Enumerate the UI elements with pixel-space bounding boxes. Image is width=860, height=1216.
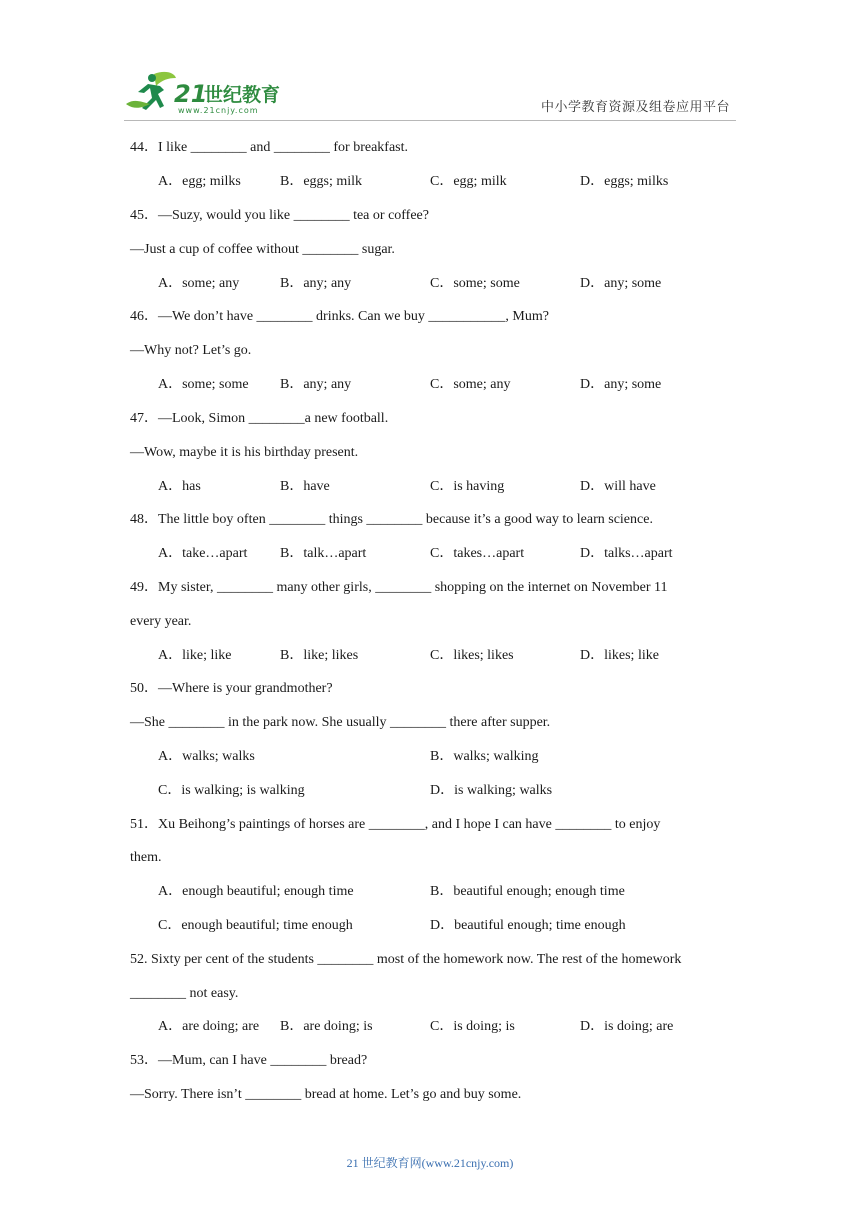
q46-option-c[interactable]: C．some; any [430, 377, 511, 392]
page-footer: 21 世纪教育网(www.21cnjy.com) [346, 1156, 514, 1170]
q46-option-b[interactable]: B．any; any [280, 377, 352, 392]
svg-text:21: 21 [174, 80, 208, 108]
q48-option-c[interactable]: C．takes…apart [430, 546, 525, 561]
question-46-reply: —Why not? Let’s go. [130, 343, 252, 358]
question-44-text: 44．I like ________ and ________ for breakfast. [130, 140, 408, 155]
q46-option-d[interactable]: D．any; some [580, 377, 662, 392]
q49-option-a[interactable]: A．like; like [158, 648, 232, 663]
q52-option-a[interactable]: A．are doing; are [158, 1019, 260, 1034]
question-50-text: 50．—Where is your grandmother? [130, 681, 333, 696]
page-header [0, 0, 860, 130]
q44-option-b[interactable]: B．eggs; milk [280, 174, 363, 189]
q44-option-a[interactable]: A．egg; milks [158, 174, 241, 189]
question-51-continued: them. [130, 850, 162, 865]
q50-option-d[interactable]: D．is walking; walks [430, 783, 553, 798]
q50-option-a[interactable]: A．walks; walks [158, 749, 255, 764]
q52-option-c[interactable]: C．is doing; is [430, 1019, 515, 1034]
logo-url: www.21cnjy.com [178, 106, 259, 115]
q52-option-b[interactable]: B．are doing; is [280, 1019, 373, 1034]
q49-option-b[interactable]: B．like; likes [280, 648, 359, 663]
header-divider [124, 120, 736, 121]
q49-option-d[interactable]: D．likes; like [580, 648, 659, 663]
question-46-text: 46．—We don’t have ________ drinks. Can we buy ___________, Mum? [130, 309, 549, 324]
question-45-reply: —Just a cup of coffee without ________ sugar. [130, 242, 395, 257]
question-50-reply: —She ________ in the park now. She usually ________ there after supper. [130, 715, 551, 730]
q47-option-d[interactable]: D．will have [580, 479, 656, 494]
q51-option-d[interactable]: D．beautiful enough; time enough [430, 918, 626, 933]
question-45-text: 45．—Suzy, would you like ________ tea or coffee? [130, 208, 429, 223]
q52-option-d[interactable]: D．is doing; are [580, 1019, 674, 1034]
question-48-text: 48．The little boy often ________ things ________ because it’s a good way to learn science. [130, 512, 653, 527]
platform-title: 中小学教育资源及组卷应用平台 [540, 100, 730, 115]
q51-option-b[interactable]: B．beautiful enough; enough time [430, 884, 625, 899]
question-49-continued: every year. [130, 614, 192, 629]
q48-option-d[interactable]: D．talks…apart [580, 546, 673, 561]
q48-option-a[interactable]: A．take…apart [158, 546, 248, 561]
question-47-text: 47．—Look, Simon ________a new football. [130, 411, 389, 426]
q47-option-a[interactable]: A．has [158, 479, 201, 494]
q46-option-a[interactable]: A．some; some [158, 377, 249, 392]
question-49-text: 49．My sister, ________ many other girls, ________ shopping on the internet on November 11 [130, 580, 668, 595]
q48-option-b[interactable]: B．talk…apart [280, 546, 367, 561]
q47-option-c[interactable]: C．is having [430, 479, 505, 494]
question-52-text: 52. Sixty per cent of the students ________ most of the homework now. The rest of the homework [130, 952, 682, 967]
svg-text:世纪教育: 世纪教育 [204, 84, 281, 106]
q51-option-a[interactable]: A．enough beautiful; enough time [158, 884, 354, 899]
q49-option-c[interactable]: C．likes; likes [430, 648, 514, 663]
q45-option-c[interactable]: C．some; some [430, 276, 520, 291]
q44-option-c[interactable]: C．egg; milk [430, 174, 507, 189]
q51-option-c[interactable]: C．enough beautiful; time enough [158, 918, 353, 933]
q50-option-b[interactable]: B．walks; walking [430, 749, 539, 764]
q44-option-d[interactable]: D．eggs; milks [580, 174, 669, 189]
question-53-reply: —Sorry. There isn’t ________ bread at home. Let’s go and buy some. [130, 1087, 522, 1102]
q45-option-a[interactable]: A．some; any [158, 276, 240, 291]
question-52-continued: ________ not easy. [130, 986, 239, 1001]
site-logo [124, 68, 294, 116]
question-47-reply: —Wow, maybe it is his birthday present. [130, 445, 359, 460]
q47-option-b[interactable]: B．have [280, 479, 330, 494]
q45-option-b[interactable]: B．any; any [280, 276, 352, 291]
q45-option-d[interactable]: D．any; some [580, 276, 662, 291]
question-51-text: 51．Xu Beihong’s paintings of horses are ________, and I hope I can have ________ to enjoy [130, 817, 661, 832]
q50-option-c[interactable]: C．is walking; is walking [158, 783, 305, 798]
question-53-text: 53．—Mum, can I have ________ bread? [130, 1053, 368, 1068]
